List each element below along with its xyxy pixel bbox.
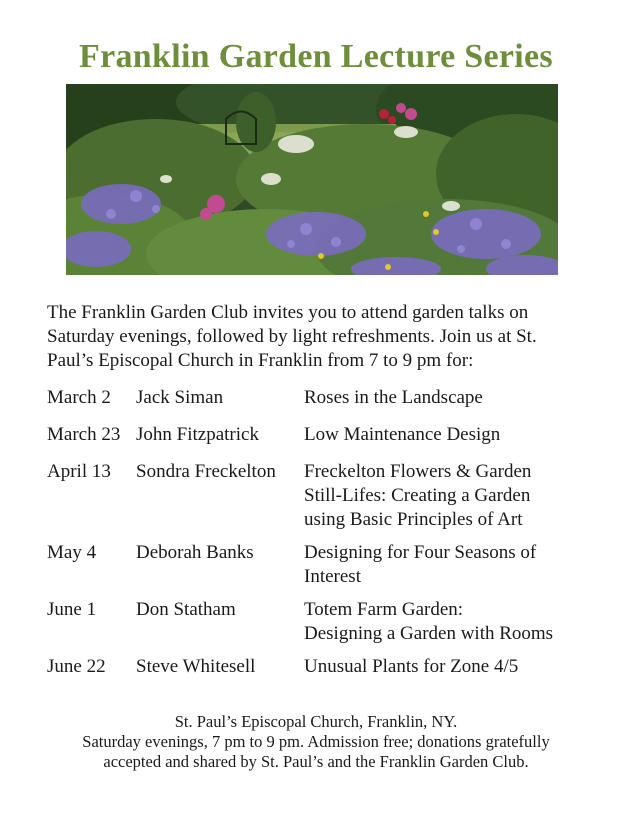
garden-photo-illustration [66, 84, 558, 275]
topic-line: Designing for Four Seasons of [304, 542, 537, 563]
intro-line: The Franklin Garden Club invites you to attend garden talks on [47, 302, 529, 323]
footer-line: St. Paul’s Episcopal Church, Franklin, NY. [174, 712, 458, 731]
lecture-speaker: Don Statham [136, 599, 236, 620]
lecture-speaker: Steve Whitesell [136, 656, 256, 677]
lecture-topic [304, 386, 594, 410]
topic-line: Unusual Plants for Zone 4/5 [304, 656, 519, 677]
lecture-topic [304, 423, 594, 447]
topic-line: Low Maintenance Design [304, 424, 501, 445]
topic-line: Interest [304, 566, 361, 587]
lecture-date: March 23 [47, 424, 121, 445]
intro-line: Paul’s Episcopal Church in Franklin from 7 to 9 pm for: [47, 350, 474, 371]
footer-note [0, 712, 632, 772]
topic-line: Still-Lifes: Creating a Garden [304, 485, 531, 506]
footer-line: Saturday evenings, 7 pm to 9 pm. Admission free; donations gratefully [82, 732, 550, 751]
intro-paragraph [47, 301, 607, 373]
schedule-row [47, 386, 607, 410]
lecture-date: June 22 [47, 656, 106, 677]
lecture-topic [304, 598, 594, 646]
page-title: Franklin Garden Lecture Series [79, 38, 553, 75]
lecture-date: April 13 [47, 461, 111, 482]
lecture-date: June 1 [47, 599, 97, 620]
schedule-row [47, 541, 607, 589]
lecture-speaker: Jack Siman [136, 387, 224, 408]
schedule-row [47, 460, 607, 532]
topic-line: Designing a Garden with Rooms [304, 623, 554, 644]
schedule-row [47, 598, 607, 646]
lecture-speaker: Sondra Freckelton [136, 461, 276, 482]
lecture-speaker: John Fitzpatrick [136, 424, 259, 445]
schedule-row [47, 655, 607, 679]
lecture-topic [304, 655, 594, 679]
lecture-topic [304, 541, 594, 589]
topic-line: Freckelton Flowers & Garden [304, 461, 532, 482]
lecture-date: March 2 [47, 387, 111, 408]
topic-line: Roses in the Landscape [304, 387, 483, 408]
lecture-topic [304, 460, 594, 532]
schedule-row [47, 423, 607, 447]
topic-line: using Basic Principles of Art [304, 509, 523, 530]
intro-line: Saturday evenings, followed by light refreshments. Join us at St. [47, 326, 537, 347]
footer-line: accepted and shared by St. Paul’s and the Franklin Garden Club. [103, 752, 529, 771]
topic-line: Totem Farm Garden: [304, 599, 464, 620]
garden-photo [66, 84, 558, 275]
lecture-speaker: Deborah Banks [136, 542, 254, 563]
lecture-date: May 4 [47, 542, 97, 563]
lecture-schedule [47, 386, 607, 679]
